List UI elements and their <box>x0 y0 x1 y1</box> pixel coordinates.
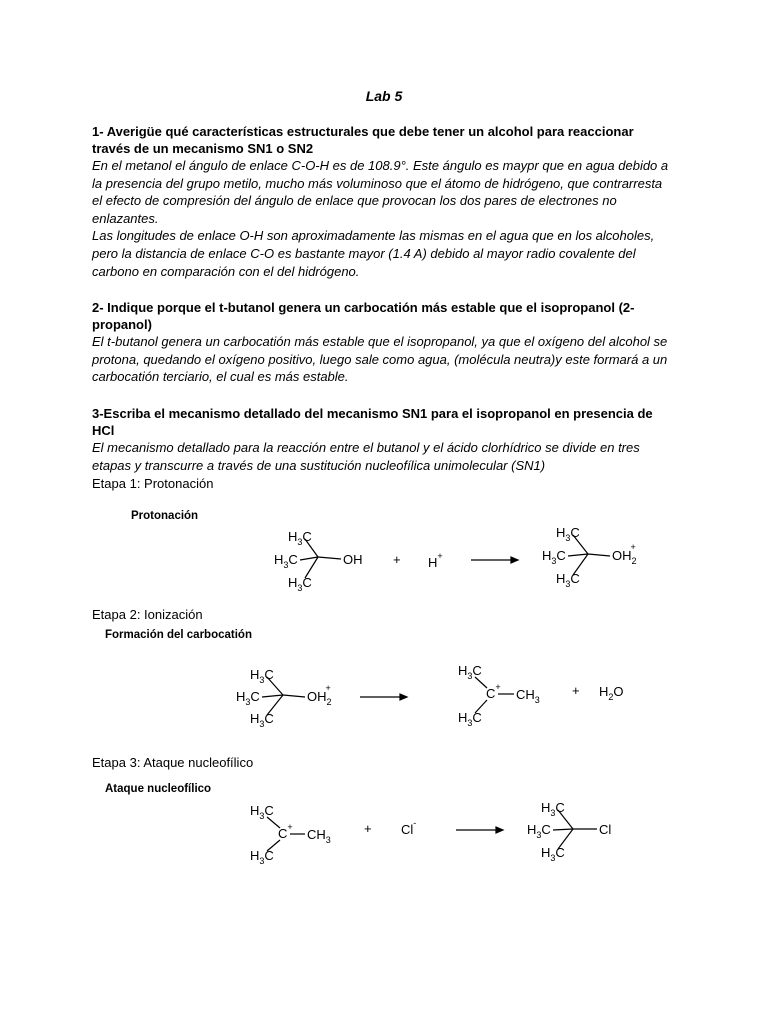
step2-heading: Etapa 2: Ionización <box>92 607 203 622</box>
q3-section <box>92 405 672 474</box>
q1-question: 1- Averigüe qué características estructurales que debe tener un alcohol para reaccionar través de un mecanismo SN1 o SN2 <box>92 124 634 156</box>
tert-butanol-molecule <box>274 529 363 593</box>
step1-heading: Etapa 1: Protonación <box>92 476 214 491</box>
svg-text:H3C: $H_3C$ <box>236 689 260 707</box>
svg-text:CH3: $CH_3$ <box>516 687 540 705</box>
svg-text:H3C: $H_3C$ <box>541 845 565 863</box>
step2-label: Formación del carbocatión <box>105 629 252 641</box>
plus-sign: + <box>393 552 401 567</box>
svg-text:H3C: $H_3C$ <box>250 711 274 729</box>
reaction-arrow <box>360 694 407 700</box>
svg-text:H3C: $H_3C$ <box>542 548 566 566</box>
svg-text:Cl: Cl <box>599 822 612 837</box>
step1-label: Protonación <box>131 510 199 522</box>
plus-sign: + <box>364 821 372 836</box>
svg-text:OH2+: $OH_2+$ <box>307 683 332 707</box>
q1-answer-2: Las longitudes de enlace O-H son aproximadamente las mismas en el agua que en los alcoholes, pero la distancia de enlace C-O es bastante mayor (1.4 A) debido al mayor radio covalente del carbono en comparación con el del hidrógeno. <box>92 228 655 279</box>
q2-answer: El t-butanol genera un carbocatión más estable que el isopropanol, ya que el oxígeno del alcohol se protona, quedando el oxígeno positivo, luego sale como agua, (molécula neutra)y este formará a un carbocatión terciario, el cual es más estable. <box>92 334 668 385</box>
q2-section <box>92 299 672 386</box>
svg-text:OH: OH <box>343 552 363 567</box>
reaction-step1 <box>0 515 768 595</box>
reaction-step2 <box>0 655 768 735</box>
protonated-tert-butanol <box>236 667 332 729</box>
reaction-step3 <box>0 795 768 875</box>
chloride-ion: Cl- <box>401 818 417 837</box>
reaction-arrow <box>471 557 518 563</box>
plus-sign: + <box>572 683 580 698</box>
svg-text:H3C: $H_3C$ <box>250 848 274 866</box>
svg-text:H3C: $H_3C$ <box>458 710 482 728</box>
q3-question: 3-Escriba el mecanismo detallado del mecanismo SN1 para el isopropanol en presencia de HCl <box>92 406 653 438</box>
svg-text:H3C: $H_3C$ <box>288 575 312 593</box>
svg-text:H3C: $H_3C$ <box>274 552 298 570</box>
svg-text:H3C: $H_3C$ <box>527 822 551 840</box>
tert-butyl-chloride <box>527 800 611 863</box>
reaction-arrow <box>456 827 503 833</box>
step3-heading: Etapa 3: Ataque nucleofílico <box>92 755 254 770</box>
q2-question: 2- Indique porque el t-butanol genera un carbocatión más estable que el isopropanol (2-propanol) <box>92 300 635 332</box>
svg-text:H3C: $H_3C$ <box>458 663 482 681</box>
svg-text:C+: C+ <box>486 682 501 701</box>
svg-text:C+: C+ <box>278 822 293 841</box>
svg-text:CH3: $CH_3$ <box>307 827 331 845</box>
q1-answer-1: En el metanol el ángulo de enlace C-O-H es de 108.9°. Este ángulo es maypr que en agua debido a la presencia del grupo metilo, mucho más voluminoso que el átomo de hidrógeno, que contrarresta el efecto de compresión del ángulo de enlace que provocan los dos pares de electrones no enlazantes. <box>92 158 669 226</box>
svg-text:H3C: $H_3C$ <box>250 803 274 821</box>
tert-butyl-carbocation <box>458 663 540 728</box>
step3-label: Ataque nucleofílico <box>105 783 212 795</box>
protonated-tert-butanol <box>542 525 637 589</box>
tert-butyl-carbocation <box>250 803 331 866</box>
svg-text:OH2+: $OH_2+$ <box>612 542 637 566</box>
svg-text:H3C: $H_3C$ <box>288 529 312 547</box>
water-molecule: $H_2O$ <box>599 684 624 702</box>
q3-answer: El mecanismo detallado para la reacción entre el butanol y el ácido clorhídrico se divide en tres etapas y transcurre a través de una sustitución nucleofílica unimolecular (SN1) <box>92 440 640 473</box>
proton: H+ <box>428 551 443 570</box>
svg-text:H3C: $H_3C$ <box>556 525 580 543</box>
svg-text:H3C: $H_3C$ <box>250 667 274 685</box>
q1-section <box>92 123 672 280</box>
svg-text:H3C: $H_3C$ <box>556 571 580 589</box>
doc-title: Lab 5 <box>365 88 403 104</box>
svg-text:H3C: $H_3C$ <box>541 800 565 818</box>
